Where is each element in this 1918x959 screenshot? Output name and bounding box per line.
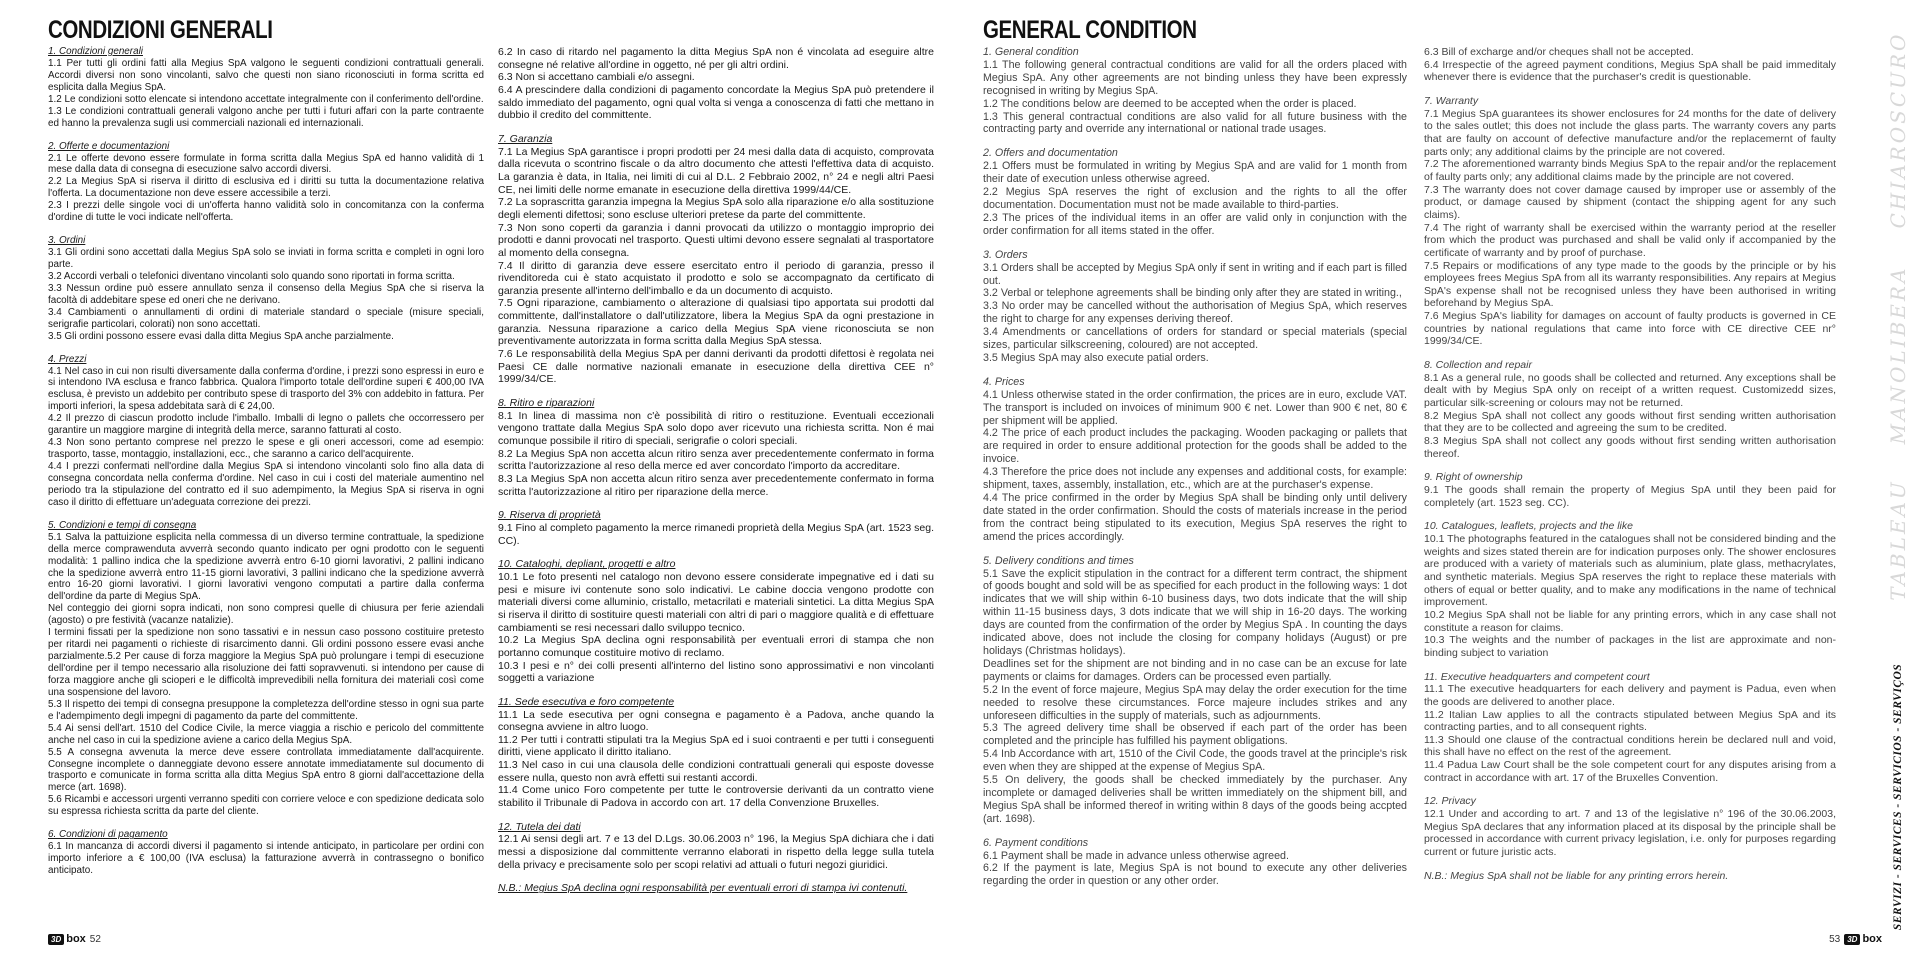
clause-text: 3.4 Cambiamenti o annullamenti di ordini di materiale standard o speciale (misure speciali, serigrafie particolari, colorati) non sono accettati. [48,306,484,330]
clause-text: 6.2 In caso di ritardo nel pagamento la ditta Megius SpA non é vincolata ad eseguire altre consegne né relative all'ordine in oggetto, né per gli altri ordini. [498,46,934,71]
terms-section [983,555,1407,826]
clause-text: Deadlines set for the shipment are not binding and in no case can be an excuse for late payments or claims for damages. Orders can be processed even partially. [983,657,1407,683]
clause-text: 1.3 Le condizioni contrattuali generali valgono anche per tutti i futuri affari con la parte contraente ed hanno la prevalenza sugli usi commerciali nazionali ed internazionali. [48,105,484,129]
section-heading: 10. Catalogues, leaflets, projects and the like [1424,520,1633,533]
clause-text: 7.3 Non sono coperti da garanzia i danni provocati da utilizzo o montaggio improprio dei prodotti e danni provocati nel trasporto. Questi ultimi devono essere segnalati al trasportatore al momento della consegna. [498,221,934,259]
disclaimer-note: N.B.: Megius SpA shall not be liable for any printing errors herein. [1424,869,1729,882]
terms-section [498,46,934,122]
terms-section [1424,46,1836,84]
clause-text: 7.6 Le responsabilità della Megius SpA per danni derivanti da prodotti difettosi è regolata nei Paesi CE dalle normative nazionali emanate in esecuzione della direttiva CEE n° 1999/34/CE. [498,348,934,386]
clause-text: 3.3 No order may be cancelled without the authorisation of Megius SpA, which reserves the right to charge for any expenses deriving thereof. [983,300,1407,326]
clause-text: 10.1 Le foto presenti nel catalogo non devono essere considerate impegnative ed i dati su pesi e misure ivi contenute sono solo indicativi. Le cabine doccia vengono prodotte con materiali diversi come alluminio, cristallo, metacrilati e materiali sintetici. La ditta Megius SpA si riserva il diritto di sostituire questi materiali con altri di pari o maggiore qualità e di effettuare cambiamenti se resi necessari dallo sviluppo tecnico. [498,570,934,634]
clause-text: 8.3 La Megius SpA non accetta alcun ritiro senza aver precedentemente confermato in forma scritta l'autorizzazione al ritiro per riparazione della merce. [498,473,934,498]
clause-text: 5.2 In the event of force majeure, Megius SpA may delay the order execution for the time needed to resolve these circumstances. Force majeure includes strikes and any unforeseen difficulties in the supply of materials, such as adjournments. [983,683,1407,722]
page-title: GENERAL CONDITION [983,16,1197,44]
page-number: 52 [89,933,101,945]
page-number: 53 [1829,933,1841,945]
clause-text: 10.2 Megius SpA shall not be liable for any printing errors, which in any case shall not constitute a reason for claims. [1424,608,1836,634]
clause-text: 6.1 Payment shall be made in advance unless otherwise agreed. [983,849,1289,862]
section-tabs [1878,0,1918,959]
clause-text: 11.4 Come unico Foro competente per tutte le controversie derivanti da un contratto viene stabilito il Tribunale di Padova in accordo con art. 17 della Convenzione Bruxelles. [498,784,934,810]
clause-text: 5.3 Il rispetto dei tempi di consegna presuppone la completezza dell'ordine stesso in ogni sua parte e l'adempimento degli impegni di pagamento da parte del committente. [48,698,484,722]
clause-text: 11.4 Padua Law Court shall be the sole competent court for any disputes arising from a contract in accordance with art. 17 of the Bruxelles Convention. [1424,759,1836,784]
terms-section [498,558,934,685]
clause-text: 2.3 I prezzi delle singole voci di un'offerta hanno validità solo in concomitanza con la conferma d'ordine di tutte le voci indicate nell'offerta. [48,200,484,224]
clause-text: 3.4 Amendments or cancellations of orders for standard or special materials (special sizes, particular silkscreening, coloured) are not accepted. [983,326,1407,352]
terms-section [983,376,1407,544]
clause-text: 11.3 Nel caso in cui una clausola delle condizioni contrattuali generali qui esposte dovesse essere nulla, questo non avrà effetti sui restanti accordi. [498,759,934,784]
terms-section [1424,95,1836,348]
column-right-2 [1424,46,1836,882]
clause-text: 5.1 Salva la pattuizione esplicita nella commessa di un diverso termine contrattuale, la spedizione della merce comprawenduta avverrà secondo quanto indicato per ogni prodotto con le seguenti modalità: 1 pallino indica che la spedizione avverrà entro 6-10 giorni lavorativi, 2 pallini indicano che la spedizione avverrà entro 11-15 giorni lavorativi, 3 pallini indicano che la spedizione avverrà entro 16-20 giorni lavorativi. I giorni lavorativi vengono computati a partire dalla conferma dell'ordine da parte di Megius SpA. [48,531,484,603]
terms-section [48,141,484,225]
clause-text: 6.3 Non si accettano cambiali e/o assegni. [498,71,695,84]
section-heading: 1. General condition [983,46,1079,58]
clause-text: 10.2 La Megius SpA declina ogni responsabilità per eventuali errori di stampa che non portanno comunque costituire motivo di reclamo. [498,634,934,659]
terms-section [498,509,934,547]
clause-text: 5.3 The agreed delivery time shall be observed if each part of the order has been completed and the principle has fulfilled his payment obligations. [983,722,1407,748]
clause-text: 8.2 Megius SpA shall not collect any goods without first sending written authorisation that they are to be collected and agreeing the sum to be credited. [1424,409,1836,435]
clause-text: 4.2 The price of each product includes the packaging. Wooden packaging or pallets that are required in order to ensure additional protection for the goods shall be added to the invoice. [983,427,1407,466]
clause-text: 8.1 As a general rule, no goods shall be collected and returned. Any exceptions shall be dealt with by Megius SpA only on receipt of a written request. Customizedd sizes, particular silk-screening or colours may not be returned. [1424,371,1836,410]
terms-section [498,821,934,872]
section-heading: 6. Payment conditions [983,836,1089,849]
terms-section [48,829,484,877]
clause-text: 5.4 Inb Accordance with art, 1510 of the Civil Code, the goods travel at the principle's risk even when they are shipped at the expense of Megius SpA. [983,748,1407,774]
clause-text: 6.4 A prescindere dalla condizioni di pagamento concordate la Megius SpA può pretendere il saldo immediato del pagamento, ogni qual volta si venga a conoscenza di fatti che mettano in dubbio il credito del committente. [498,83,934,122]
clause-text: 4.1 Unless otherwise stated in the order confirmation, the prices are in euro, exclude VAT. The transport is included on invoices of minimum 900 € net. Lower than 900 € net, 80 € per shipment will be applied. [983,388,1407,427]
clause-text: 5.6 Ricambi e accessori urgenti verranno spediti con corriere veloce e con spedizione dedicata solo su espressa richiesta scritta da parte del cliente. [48,794,484,818]
section-heading: 2. Offers and documentation [983,147,1118,160]
section-heading: 3. Orders [983,248,1028,261]
section-heading: 7. Garanzia [498,132,553,145]
clause-text: 3.3 Nessun ordine può essere annullato senza il consenso della Megius SpA che si riserva la facoltà di addebitare spese ed oneri che ne derivano. [48,282,484,306]
clause-text: 1.1 The following general contractual conditions are valid for all the orders placed with Megius SpA. Any other agreements are not binding unless they have been expressly recognised in writing by Megius SpA. [983,58,1407,97]
clause-text: 8.1 In linea di massima non c'è possibilità di ritiro o restituzione. Eventuali eccezionali vengono trattate dalla Megius SpA solo dopo aver ricevuto una richiesta scritta. Non é mai comunque possibile il ritiro di speciali, serigrafie o colori speciali. [498,409,934,448]
clause-text: 6.4 Irrespectie of the agreed payment conditions, Megius SpA shall be paid immeditaly whenever there is evidence that the purchaser's credit is questionable. [1424,58,1836,84]
clause-text: 12.1 Ai sensi degli art. 7 e 13 del D.Lgs. 30.06.2003 n° 196, la Megius SpA dichiara che i dati messi a disposizione dal committente verranno elaborati in rispetto della legge sulla tutela della privacy e precisamente solo per scopi relativi ad attuali o futuri negozi giuridici. [498,833,934,871]
clause-text: 9.1 Fino al completo pagamento la merce rimanedi proprietà della Megius SpA (art. 1523 seg. CC). [498,521,934,547]
terms-section [1424,359,1836,460]
clause-text: 3.5 Gli ordini possono essere evasi dalla ditta Megius SpA anche parzialmente. [48,330,394,342]
clause-text: 7.5 Ogni riparazione, cambiamento o alterazione di qualsiasi tipo apportata sui prodotti dal committente, dall'installatore o dall'utilizzatore, libera la Megius SpA da ogni prestazione in garanzia. Nessuna riparazione a carico della Megius SpA viene riconosciuta se non preventivamente autorizzata in forma scritta dalla Megius SpA stessa. [498,297,934,348]
tab-servizi[interactable]: SERVIZI - SERVICES - SERVICIOS - SERVIÇOS [1892,663,1904,931]
column-left-2 [498,46,934,895]
clause-text: 11.2 Per tutti i contratti stipulati tra la Megius SpA ed i suoi contraenti e per tutti i conseguenti diritti, viene applicato il diritto italiano. [498,733,934,759]
clause-text: 1.2 Le condizioni sotto elencate si intendono accettate integralmente con il conferimento dell'ordine. [48,93,484,105]
clause-text: 7.2 La soprascritta garanzia impegna la Megius SpA solo alla riparazione e/o alla sostituzione degli elementi difettosi; sono escluse ulteriori pretese da parte del committente. [498,196,934,221]
clause-text: 4.4 The price confirmed in the order by Megius SpA shall be binding only until delivery date stated in the order confirmation. Should the costs of materials increase in the period from the contract being stipulated to its execution, Megius SpA reserves the right to amend the prices accordingly. [983,492,1407,543]
column-left-1 [48,46,484,888]
column-right-1 [983,46,1407,899]
section-heading: 1. Condizioni generali [48,46,143,57]
terms-section [983,249,1407,365]
clause-text: 7.2 The aforementioned warranty binds Megius SpA to the repair and/or the replacement of faulty parts only; any additional claims made by the principle are not covered. [1424,158,1836,183]
section-heading: 12. Tutela dei dati [498,820,581,833]
terms-section [48,235,484,342]
clause-text: 4.1 Nel caso in cui non risulti diversamente dalla conferma d'ordine, i prezzi sono espressi in euro e si intendono IVA esclusa e franco fabbrica. Qualora l'importo totale dell'ordine superi € 400,00 IVA esclusa, è previsto un addebito per contributo spese di trasporto del 3% con addebito in fattura. Per importi inferiori, la spesa addebitata sarà di € 24,00. [48,365,484,413]
right-page [959,0,1918,959]
terms-section [48,46,484,130]
clause-text: 10.1 The photographs featured in the catalogues shall not be considered binding and the weights and sizes stated therein are for indication purposes only. The shower enclosures are produced with a variety of materials such as aluminium, plate glass, methacrylates, and synthetic materials. Megius SpA reserves the right to replace these materials with others of equal or better quality, and to make any modifications in the name of technical improvement. [1424,532,1836,609]
clause-text: 11.1 The executive headquarters for each delivery and payment is Padua, even when the goods are delivered to another place. [1424,683,1836,708]
section-heading: 5. Delivery conditions and times [983,554,1134,567]
clause-text: 7.4 Il diritto di garanzia deve essere esercitato entro il periodo di garanzia, presso il rivenditoreda cui è stato acquistato il prodotto e solo se accompagnato da certificato di garanzia presente all'interno dell'imballo e da un documento di acquisto. [498,259,934,297]
clause-text: I termini fissati per la spedizione non sono tassativi e in nessun caso possono costituire pretesto per ritardi nei pagamenti o richieste di risarcimento danni. Gli ordini possono essere evasi anche parzialmente.5.2 Per cause di forza maggiore la Megius SpA può prolungare i tempi di esecuzione dell'ordine per il tempo necessario alla risoluzione dei fatti sopravvenuti. si intendono per cause di forza maggiore anche gli scioperi e le difficoltà imprevedibili nella fornitura dei materiali così come una sospensione del lavoro. [48,627,484,698]
clause-text: 7.1 Megius SpA guarantees its shower enclosures for 24 months for the date of delivery to the sales outlet; this does not include the glass parts. The warranty covers any parts that are faulty on account of defective manufacture and/or the replacemernt of faulty parts only; any additional claims by the principle are not covered. [1424,107,1836,158]
clause-text: 10.3 I pesi e n° dei colli presenti all'interno del listino sono approssimativi e non vincolanti soggetti a variazione [498,659,934,685]
clause-text: 8.2 La Megius SpA non accetta alcun ritiro senza aver precedentemente confermato in forma scritta l'autorizzazione al reso della merce ed aver concordato l'importo da accreditare. [498,447,934,473]
clause-text: 4.2 Il prezzo di ciascun prodotto include l'imballo. Imballi di legno o pallets che occorressero per garantire un maggiore margine di integrità della merce, saranno fatturati al costo. [48,413,484,437]
clause-text: 11.2 Italian Law applies to all the contracts stipulated between Megius SpA and its contracting parties, and to all consequent rights. [1424,708,1836,734]
disclaimer-note: N.B.: Megius SpA declina ogni responsabilità per eventuali errori di stampa ivi contenuti. [498,882,908,895]
clause-text: 11.3 Should one clause of the contractual conditions herein be declared null and void, this shall have no effect on the rest of the agreement. [1424,733,1836,759]
clause-text: 7.4 The right of warranty shall be exercised within the warranty period at the reseller from which the product was purchased and shall be valid only if accompanied by the certificate of warranty and by proof of purchase. [1424,221,1836,259]
section-heading: 12. Privacy [1424,795,1476,808]
section-heading: 2. Offerte e documentazioni [48,140,170,152]
terms-section [983,46,1407,136]
clause-text: 6.2 If the payment is late, Megius SpA is not bound to execute any other deliveries regarding the order in question or any other order. [983,862,1407,888]
clause-text: 8.3 Megius SpA shall not collect any goods without first sending written authorisation thereof. [1424,435,1836,460]
terms-section [48,520,484,818]
terms-section [498,696,934,810]
clause-text: 11.1 La sede esecutiva per ogni consegna e pagamento è a Padova, anche quando la consegna avviene in altro luogo. [498,708,934,734]
clause-text: 3.1 Orders shall be accepted by Megius SpA only if sent in writing and if each part is filled out. [983,261,1407,287]
clause-text: 2.2 Megius SpA reserves the right of exclusion and the rights to all the offer documentation. Documentation must not be made available to third-parties. [983,186,1407,211]
clause-text: 7.5 Repairs or modifications of any type made to the goods by the principle or by his employees frees Megius SpA from all its warranty responsibilities. Any repairs at Megius SpA's expense shall not be recognised unless they have been authorised in writing beforehand by Megius SpA. [1424,259,1836,310]
clause-text: 1.2 The conditions below are deemed to be accepted when the order is placed. [983,97,1357,110]
tab-tableau[interactable]: TABLEAU [1886,479,1910,601]
section-heading: 9. Riserva di proprietà [498,509,601,522]
tab-manolibera[interactable]: MANOLIBERA [1886,265,1910,445]
section-heading: 11. Executive headquarters and competent court [1424,670,1650,683]
terms-section [1424,671,1836,785]
clause-text: 3.1 Gli ordini sono accettati dalla Megius SpA solo se inviati in forma scritta e completi in ogni loro parte. [48,247,484,270]
terms-section [983,837,1407,889]
section-heading: 10. Cataloghi, depliant, progetti e altro [498,558,676,571]
page-title: CONDIZIONI GENERALI [48,16,273,44]
terms-section [1424,520,1836,659]
terms-section [498,133,934,386]
section-heading: 6. Condizioni di pagamento [48,829,168,841]
clause-text: 6.3 Bill of excharge and/or cheques shall not be accepted. [1424,46,1694,58]
clause-text: 5.5 A consegna avvenuta la merce deve essere controllata immediatamente dall'acquirente. Consegne incomplete o danneggiate devono essere annotate immediatamente sul documento di trasporto e comunicate in forma scritta alla ditta Megius SpA entro 8 giorni dall'accettazione della merce (art. 1698). [48,746,484,794]
terms-section [1424,471,1836,509]
logo-text: box [1862,933,1882,945]
page-footer [48,933,101,945]
tab-chiaroscuro[interactable]: CHIAROSCURO [1886,31,1910,229]
clause-text: 12.1 Under and according to art. 7 and 13 of the legislative n° 196 of the 30.06.2003, Megius SpA declares that any information placed at its disposal by the principle shall be processed in accordance with current privacy legislation, i.e. only for purposes regarding current or future juristic acts. [1424,808,1836,859]
clause-text: 2.2 La Megius SpA si riserva il diritto di esclusiva ed i diritti su tutta la documentazione relativa l'offerta. La documentazione non deve essere accessibile a terzi. [48,176,484,200]
page-footer [1829,933,1882,945]
clause-text: 4.3 Non sono pertanto comprese nel prezzo le spese e gli oneri accessori, come ad esempio: trasporto, tasse, montaggio, installazioni, ecc., che saranno a carico dell'acquirente. [48,437,484,461]
clause-text: 7.6 Megius SpA's liability for damages on account of faulty products is governed in CE countries by national regulations that came into force with CE directive CEE nr° 1999/34/CE. [1424,310,1836,348]
clause-text: 3.5 Megius SpA may also execute patial orders. [983,351,1209,364]
clause-text: 2.1 Offers must be formulated in writing by Megius SpA and are valid for 1 month from their date of execution unless otherwise agreed. [983,160,1407,186]
logo-mark: 3D [48,934,64,945]
clause-text: 6.1 In mancanza di accordi diversi il pagamento si intende anticipato, in particolare per ordini con importo inferiore a € 100,00 (IVA esclusa) la fatturazione avverrà in contrassegno o bonifico anticipato. [48,841,484,876]
brand-logo [1844,933,1882,945]
logo-text: box [66,933,86,945]
clause-text: 2.3 The prices of the individual items in an offer are valid only in conjunction with the order confirmation for all items stated in the offer. [983,211,1407,237]
clause-text: 7.3 The warranty does not cover damage caused by improper use or assembly of the product, or damage caused by shipment (contact the shipping agent for any such claims). [1424,183,1836,221]
clause-text: 1.1 Per tutti gli ordini fatti alla Megius SpA valgono le seguenti condizioni contrattuali generali. Accordi diversi non sono vincolanti, salvo che questi non siano riconosciuti in forma scritta ed esplicita dalla Megius SpA. [48,57,484,93]
terms-section [48,354,484,509]
clause-text: 5.4 Ai sensi dell'art. 1510 del Codice Civile, la merce viaggia a rischio e pericolo del committente anche nel caso in cui la spedizione aviene a carico della Megius SpA. [48,722,484,746]
clause-text: Nel conteggio dei giorni sopra indicati, non sono compresi quelle di chiusura per ferie aziendali (agosto) o pre festività (vacanze natalizie). [48,603,484,627]
clause-text: 4.4 I prezzi confermati nell'ordine dalla Megius SpA si intendono vincolanti solo fino alla data di consegna concordata nella conferma d'ordine. Nel caso in cui i costi del materiale aumentino nel periodo tra la stipulazione del contratto ed il suo adempimento, la Megius SpA si riserva in ogni caso il diritto di effettuare un'adeguata correzione dei prezzi. [48,461,484,508]
clause-text: 5.5 On delivery, the goods shall be checked immediately by the purchaser. Any incomplete or damaged deliveries shall be written immediately on the shipment bill, and Megius SpA shall be informed thereof in writing within 8 days of the goods being accpted (art. 1698). [983,774,1407,825]
clause-text: 3.2 Verbal or telephone agreements shall be binding only after they are stated in writing., [983,287,1402,300]
section-heading: 8. Collection and repair [1424,359,1532,372]
clause-text: 4.3 Therefore the price does not include any expenses and additional costs, for example: shipment, taxes, assembly, installation, etc., which are at the purchaser's expense. [983,466,1407,492]
clause-text: 7.1 La Megius SpA garantisce i propri prodotti per 24 mesi dalla data di acquisto, comprovata dalla ricevuta o scontrino fiscale o da altro documento che attesti l'effettiva data di acquisto. La garanzia è data, in Italia, nei limiti di cui al D.L. 2 Febbraio 2002, n° 24 e negli altri Paesi CE, nei limiti delle norme emanate in esecuzione della direttiva 1999/44/CE. [498,145,934,196]
section-heading: 5. Condizioni e tempi di consegna [48,519,197,531]
section-heading: 7. Warranty [1424,94,1479,107]
section-heading: 11. Sede esecutiva e foro competente [498,695,675,708]
terms-section [498,397,934,498]
section-heading: 3. Ordini [48,235,86,247]
section-heading: 4. Prezzi [48,353,87,365]
clause-text: 5.1 Save the explicit stipulation in the contract for a different term contract, the shipment of goods bought and sold will be as specified for each product in the following ways: 1 dot indicates that we will ship within 6-10 business days, two dots indicate that the will ship within 11-15 business days, 3 dots indicate that we will ship in 16-20 days. The working days are counted from the confirmation of the order by Megius SpA . In counting the days indicated above, does not include the closing for company holidays (August) or pre holidays (Christmas holidays). [983,567,1407,657]
terms-section [1424,795,1836,858]
clause-text: 10.3 The weights and the number of packages in the list are approximate and non-binding subject to variation [1424,634,1836,659]
clause-text: 3.2 Accordi verbali o telefonici diventano vincolanti solo quando sono riportati in forma scritta. [48,270,455,282]
section-heading: 4. Prices [983,375,1025,388]
clause-text: 1.3 This general contractual conditions are also valid for all future business with the contracting party and override any international or national trade usages. [983,110,1407,136]
clause-text: 9.1 The goods shall remain the property of Megius SpA until they been paid for completely (art. 1523 seg. CC). [1424,484,1836,509]
section-heading: 9. Right of ownership [1424,471,1523,484]
brand-logo [48,933,86,945]
section-heading: 8. Ritiro e riparazioni [498,397,595,410]
clause-text: 2.1 Le offerte devono essere formulate in forma scritta dalla Megius SpA ed hanno validità di 1 mese dalla data di consegna di esecuzione salvo accordi diversi. [48,152,484,176]
terms-section [983,147,1407,237]
logo-mark: 3D [1844,934,1860,945]
